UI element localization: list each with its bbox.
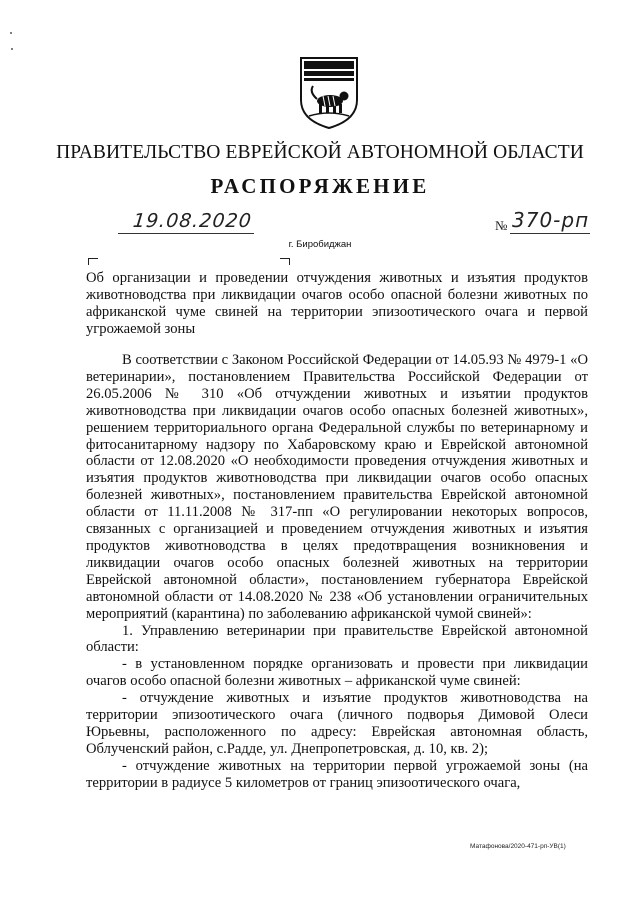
document-type-title: РАСПОРЯЖЕНИЕ [210,174,430,198]
footer-file-code: Матафонова/2020-471-рп-УВ(1) [470,843,566,850]
body-paragraph-item-1-zone: - отчуждение животных на территории первой угрожаемой зоны (на территории в радиусе 5 километров от границ эпизоотического очага, [86,757,588,791]
subject-corner-left [88,258,98,265]
number-sign: № [495,218,508,233]
document-subject: Об организации и проведении отчуждения животных и изъятия продуктов животноводства при ликвидации очагов особо опасной болезни животных по африканской чуме свиней на территории эпизоотического очага и первой угрожаемой зоны [86,270,588,337]
body-paragraph-preamble: В соответствии с Законом Российской Федерации от 14.05.93 № 4979-1 «О ветеринарии», постановлением Правительства Российской Федерации от 26.05.2006 № 310 «Об отчуждении животных и изъятии продуктов животноводства при ликвидации очагов особо опасных болезней животных», решением территориального органа Федеральной службы по ветеринарному и фитосанитарному надзору по Хабаровскому краю и Еврейской автономной области от 12.08.2020 «О необходимости проведения отчуждения животных и изъятия продуктов животноводства при ликвидации очагов особо опасных болезней животных», постановлением правительства Еврейской автономной области от 11.11.2008 № 317-пп «О регулировании некоторых вопросов, связанных с организацией и проведением отчуждения животных и изъятия продуктов животноводства в целях предотвращения возникновения и ликвидации очагов особо опасных болезней животных на территории Еврейской автономной области», постановлением губернатора Еврейской автономной области от 14.08.2020 № 238 «Об установлении ограничительных мероприятий (карантина) по заболеванию африканской чумой свиней»: [86,352,588,622]
body-paragraph-item-1: 1. Управлению ветеринарии при правительстве Еврейской автономной области: [86,622,588,656]
scan-speck [10,32,12,34]
document-date: 19.08.2020 [131,210,253,232]
scan-speck [11,48,13,50]
coat-of-arms-emblem [299,56,359,130]
date-underline [118,233,254,234]
government-title: ПРАВИТЕЛЬСТВО ЕВРЕЙСКОЙ АВТОНОМНОЙ ОБЛАСТИ [56,142,584,163]
city-name: г. Биробиджан [288,239,352,250]
subject-corner-right [280,258,290,265]
body-paragraph-item-1-task: - в установленном порядке организовать и провести при ликвидации очагов особо опасной болезни животных – африканской чуме свиней: [86,656,588,690]
number-underline [510,233,590,234]
document-body [86,352,588,792]
document-number: 370-рп [512,208,590,232]
body-paragraph-item-1-focus: - отчуждение животных и изъятие продуктов животноводства на территории эпизоотического очага (личного подворья Димовой Олеси Юрьевны, расположенного по адресу: Еврейская автономная область, Облученский район, с.Радде, ул. Днепропетровская, д. 10, кв. 2); [86,690,588,757]
